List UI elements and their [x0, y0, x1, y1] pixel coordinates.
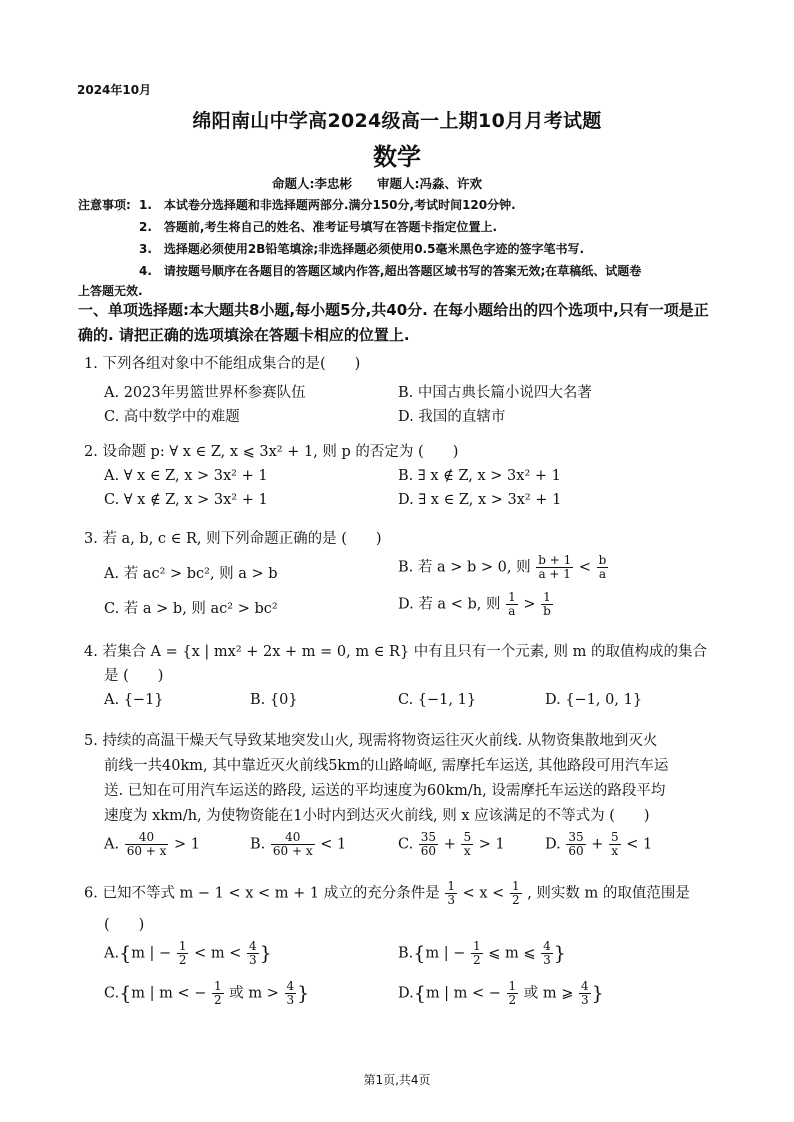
- q3-d-fraction-1: $\frac{1}{a}$: [508, 590, 516, 618]
- q2-option-c: C. ∀ x ∉ Z, x > 3x² + 1: [104, 492, 268, 508]
- q3-d-fraction-2: $\frac{1}{b}$: [543, 590, 551, 618]
- q5-option-b: B. $\frac{40}{60 + x}$ < 1: [250, 830, 347, 858]
- q6-option-a: A.{m | − $\frac{1}{2}$ < m < $\frac{4}{3}$ }: [104, 939, 272, 967]
- q2-stem: 2. 设命题 p: ∀ x ∈ Z, x ⩽ 3x² + 1, 则 p 的否定为 ( ): [84, 444, 459, 460]
- note-4-cont: 上答题无效.: [78, 284, 143, 298]
- q3-b-fraction-2: $\frac{b}{a}$: [598, 553, 607, 581]
- q6-stem-cont: ( ): [104, 917, 145, 933]
- q6-option-d: D.{m | m < − $\frac{1}{2}$ 或 m ⩾ $\frac{4}{3}$ }: [398, 979, 604, 1007]
- exam-title: 绵阳南山中学高2024级高一上期10月月考试题: [192, 110, 602, 132]
- q4-option-c: C. {−1, 1}: [398, 692, 477, 708]
- q3-b-fraction-1: $\frac{b + 1}{a + 1}$: [538, 553, 572, 581]
- q2-option-b: B. ∃ x ∉ Z, x > 3x² + 1: [398, 468, 561, 484]
- q4-option-d: D. {−1, 0, 1}: [545, 692, 643, 708]
- section-heading: 一、单项选择题:本大题共8小题,每小题5分,共40分. 在每小题给出的四个选项中,只有一项是正确的. 请把正确的选项填涂在答题卡相应的位置上.: [78, 301, 709, 344]
- q5-line-3: 送. 已知在可用汽车运送的路段, 运送的平均速度为60km/h, 设需摩托车运送的路段平均: [104, 783, 666, 799]
- q3-option-d: D. 若 a < b, 则 $\frac{1}{a}$ > $\frac{1}{b}$: [398, 590, 551, 618]
- exam-authors: 命题人:李忠彬 审题人:冯淼、许欢: [272, 176, 482, 191]
- q4-option-a: A. {−1}: [104, 692, 164, 708]
- note-1: 1. 本试卷分选择题和非选择题两部分.满分150分,考试时间120分钟.: [139, 198, 516, 212]
- page-number: 第1页,共4页: [363, 1073, 431, 1087]
- q5-option-a: A. $\frac{40}{60 + x}$ > 1: [104, 830, 201, 858]
- q6-stem: 6. 已知不等式 m − 1 < x < m + 1 成立的充分条件是 $\frac{1}{3}$ < x < $\frac{1}{2}$ , 则实数 m 的取值范围是: [84, 879, 690, 907]
- q3-option-c: C. 若 a > b, 则 ac² > bc²: [104, 601, 278, 617]
- q2-option-a: A. ∀ x ∈ Z, x > 3x² + 1: [104, 468, 268, 484]
- exam-subject: 数学: [373, 143, 421, 171]
- q3-stem: 3. 若 a, b, c ∈ R, 则下列命题正确的是 ( ): [84, 531, 382, 547]
- q5-line-4: 速度为 xkm/h, 为使物资能在1小时内到达灭火前线, 则 x 应该满足的不等式为 ( ): [104, 808, 650, 824]
- note-2: 2. 答题前,考生将自己的姓名、准考证号填写在答题卡指定位置上.: [139, 220, 498, 234]
- q6-option-b: B.{m | − $\frac{1}{2}$ ⩽ m ⩽ $\frac{4}{3}$ }: [398, 939, 566, 967]
- q5-option-d: D. $\frac{35}{60}$ + $\frac{5}{x}$ < 1: [545, 830, 653, 858]
- q5-line-2: 前线一共40km, 其中靠近灭火前线5km的山路崎岖, 需摩托车运送, 其他路段可用汽车运: [104, 758, 669, 774]
- q4-option-b: B. {0}: [250, 692, 298, 708]
- q1-option-d: D. 我国的直辖市: [398, 409, 506, 425]
- note-4: 4. 请按题号顺序在各题目的答题区域内作答,超出答题区域书写的答案无效;在草稿纸、试题卷: [139, 264, 642, 278]
- q3-option-b: B. 若 a > b > 0, 则 $\frac{b + 1}{a + 1}$ < $\frac{b}{a}$: [398, 553, 607, 581]
- q1-option-a: A. 2023年男篮世界杯参赛队伍: [104, 385, 306, 401]
- q2-option-d: D. ∃ x ∈ Z, x > 3x² + 1: [398, 492, 562, 508]
- q5-line-1: 5. 持续的高温干燥天气导致某地突发山火, 现需将物资运往灭火前线. 从物资集散地到灭火: [84, 733, 658, 749]
- q4-stem-cont: 是 ( ): [104, 668, 164, 684]
- q3-option-a: A. 若 ac² > bc², 则 a > b: [104, 566, 278, 582]
- q6-option-c: C.{m | m < − $\frac{1}{2}$ 或 m > $\frac{4}{3}$ }: [104, 979, 310, 1007]
- q5-a-fraction: $\frac{40}{60 + x}$: [126, 830, 167, 858]
- note-3: 3. 选择题必须使用2B铅笔填涂;非选择题必须使用0.5毫米黑色字迹的签字笔书写.: [139, 242, 585, 256]
- q1-option-b: B. 中国古典长篇小说四大名著: [398, 385, 592, 401]
- q5-b-fraction: $\frac{40}{60 + x}$: [272, 830, 313, 858]
- q1-option-c: C. 高中数学中的难题: [104, 409, 240, 425]
- q4-stem: 4. 若集合 A = {x | mx² + 2x + m = 0, m ∈ R} 中有且只有一个元素, 则 m 的取值构成的集合: [84, 644, 707, 660]
- exam-date: 2024年10月: [77, 83, 152, 97]
- q1-stem: 1. 下列各组对象中不能组成集合的是( ): [84, 356, 361, 372]
- q5-option-c: C. $\frac{35}{60}$ + $\frac{5}{x}$ > 1: [398, 830, 505, 858]
- notes-heading: 注意事项:: [78, 198, 131, 212]
